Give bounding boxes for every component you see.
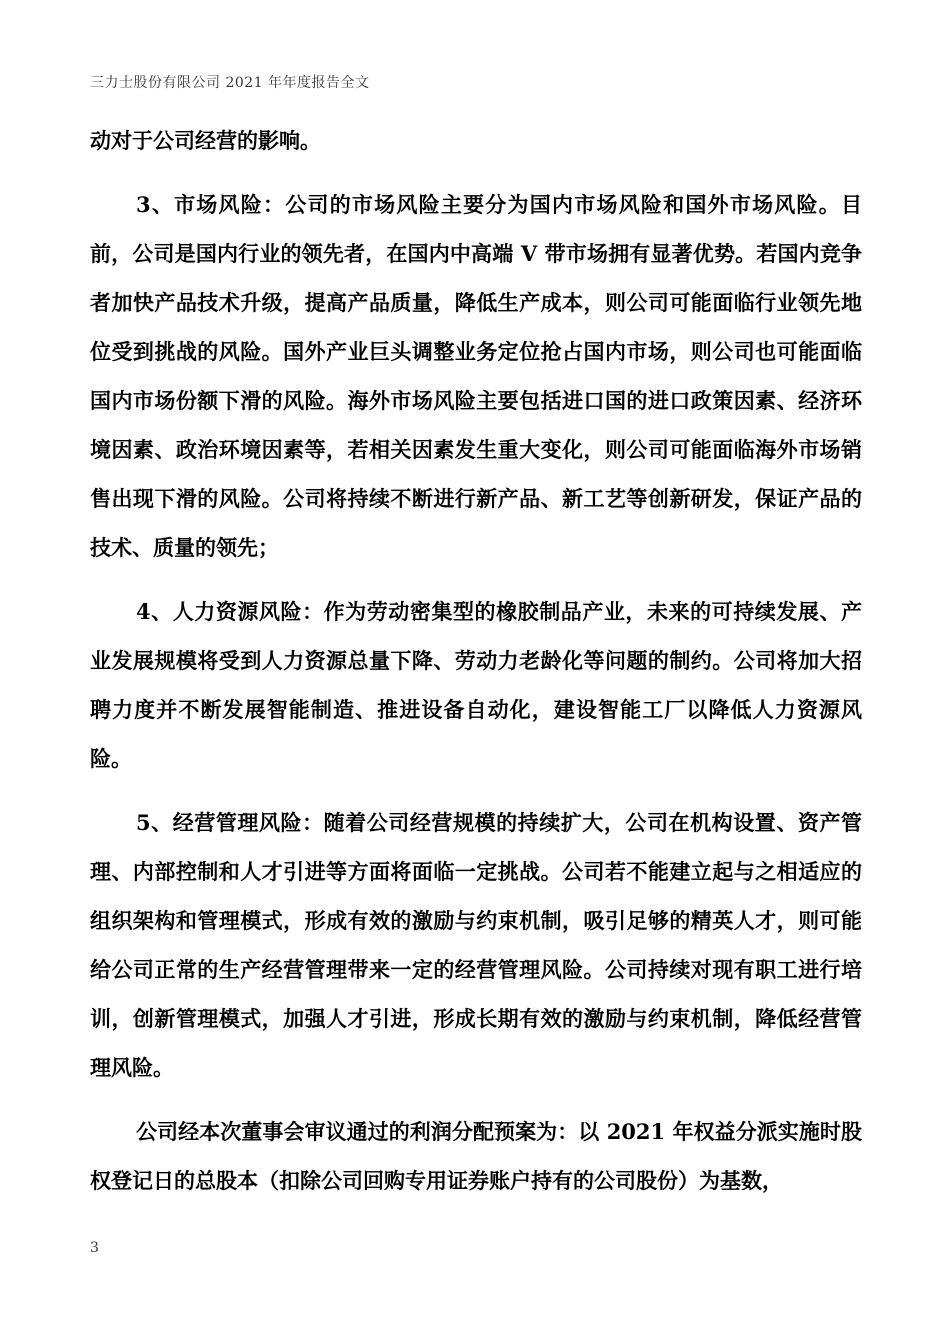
paragraph-management-risk: 5、经营管理风险：随着公司经营规模的持续扩大，公司在机构设置、资产管理、内部控制和人才引进等方面将面临一定挑战。公司若不能建立起与之相适应的组织架构和管理模式，形成有效的激励与约束机制，吸引足够的精英人才，则可能给公司正常的生产经营管理带来一定的经营管理风险。公司持续对现有职工进行培训，创新管理模式，加强人才引进，形成长期有效的激励与约束机制，降低经营管理风险。 — [90, 809, 862, 1081]
paragraph-market-risk: 3、市场风险：公司的市场风险主要分为国内市场风险和国外市场风险。目前，公司是国内行业的领先者，在国内中高端 V 带市场拥有显著优势。若国内竞争者加快产品技术升级，提高产品质量，降低生产成本，则公司可能面临行业领先地位受到挑战的风险。国外产业巨头调整业务定位抢占国内市场，则公司也可能面临国内市场份额下滑的风险。海外市场风险主要包括进口国的进口政策因素、经济环境因素、政治环境因素等，若相关因素发生重大变化，则公司可能面临海外市场销售出现下滑的风险。公司将持续不断进行新产品、新工艺等创新研发，保证产品的技术、质量的领先； — [90, 191, 862, 561]
page-number: 3 — [90, 1240, 99, 1256]
header-divider — [90, 100, 860, 101]
paragraph-profit-distribution: 公司经本次董事会审议通过的利润分配预案为：以 2021 年权益分派实施时股权登记日的总股本（扣除公司回购专用证券账户持有的公司股份）为基数， — [90, 1118, 862, 1193]
paragraph-continuation: 动对于公司经营的影响。 — [90, 128, 321, 153]
document-body — [90, 116, 862, 1219]
page-header: 三力士股份有限公司 2021 年年度报告全文 — [90, 75, 370, 91]
paragraph-human-resource-risk: 4、人力资源风险：作为劳动密集型的橡胶制品产业，未来的可持续发展、产业发展规模将受到人力资源总量下降、劳动力老龄化等问题的制约。公司将加大招聘力度并不断发展智能制造、推进设备自动化，建设智能工厂以降低人力资源风险。 — [90, 598, 862, 772]
